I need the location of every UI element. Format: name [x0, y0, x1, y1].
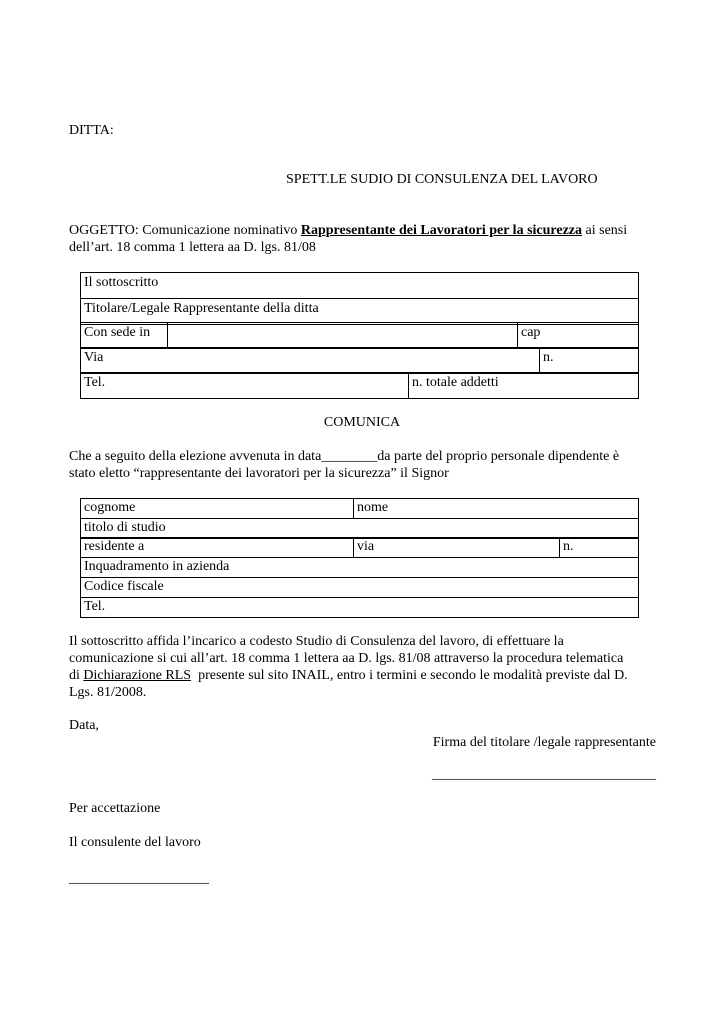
dichiarazione-rls-link[interactable]: Dichiarazione RLS: [83, 668, 192, 683]
mandate-line-3-suffix: presente sul sito INAIL, entro i termini e secondo le modalità previste dal D.: [191, 668, 628, 683]
row-inquadramento: [81, 558, 639, 578]
label-cognome: cognome: [81, 499, 354, 519]
row-titolare: [81, 299, 639, 325]
mandate-line-2: comunicazione si cui all’art. 18 comma 1 lettera aa D. lgs. 81/08 attraverso la procedura telematica: [69, 651, 624, 666]
rls-table-1: [80, 498, 639, 539]
subject-block: [69, 222, 659, 256]
mandate-line-1: Il sottoscritto affida l’incarico a codesto Studio di Consulenza del lavoro, di effettuare la: [69, 634, 564, 649]
data-label: Data,: [69, 718, 99, 733]
rls-table-2: [80, 537, 639, 558]
label-titolo: titolo di studio: [81, 519, 639, 539]
mandate-block: [69, 633, 659, 701]
company-table: [80, 272, 639, 325]
election-block: [69, 448, 658, 482]
firma-label: Firma del titolare /legale rappresentante: [432, 735, 656, 750]
label-codice: Codice fiscale: [81, 578, 639, 598]
election-line-1: Che a seguito della elezione avvenuta in data________da parte del proprio personale dipendente è: [69, 449, 620, 464]
row-residente: [81, 538, 639, 558]
label-titolare: Titolare/Legale Rappresentante della ditta: [81, 299, 639, 325]
row-sottoscritto: [81, 273, 639, 299]
row-titolo: [81, 519, 639, 539]
label-sede: Con sede in: [81, 323, 168, 349]
row-tel-rls: [81, 598, 639, 618]
mandate-line-4: Lgs. 81/2008.: [69, 685, 147, 700]
label-inquadramento: Inquadramento in azienda: [81, 558, 639, 578]
label-tel-rls: Tel.: [81, 598, 639, 618]
subject-prefix: OGGETTO: Comunicazione nominativo: [69, 223, 301, 238]
company-table-tel: [80, 372, 639, 399]
company-table-sede: [80, 322, 639, 349]
comunica-heading: COMUNICA: [323, 415, 401, 430]
row-via: [81, 348, 639, 374]
row-cognome: [81, 499, 639, 519]
accettazione-label: Per accettazione: [69, 801, 161, 816]
row-tel: [81, 373, 639, 399]
label-tel: Tel.: [81, 373, 409, 399]
row-sede: [81, 323, 639, 349]
company-table-via: [80, 347, 639, 374]
mandate-line-3-prefix: di: [69, 668, 84, 683]
subject-emphasis: Rappresentante dei Lavoratori per la sicurezza: [300, 223, 583, 238]
firma-signature-line[interactable]: ________________________________: [432, 767, 656, 782]
row-codice: [81, 578, 639, 598]
consulente-signature-line[interactable]: ____________________: [69, 871, 209, 886]
label-sottoscritto: Il sottoscritto: [81, 273, 639, 299]
subject-line-2: dell’art. 18 comma 1 lettera aa D. lgs. 81/08: [69, 240, 316, 255]
mandate-line-3: [69, 667, 659, 684]
recipient-address: SPETT.LE SUDIO DI CONSULENZA DEL LAVORO: [286, 172, 598, 187]
label-residente: residente a: [81, 538, 354, 558]
consulente-label: Il consulente del lavoro: [69, 835, 201, 850]
ditta-label: DITTA:: [69, 123, 114, 138]
label-cap: cap: [518, 323, 639, 349]
label-nome: nome: [354, 499, 639, 519]
rls-table-3: [80, 557, 639, 618]
subject-line-1: [69, 222, 659, 239]
label-via-rls: via: [354, 538, 560, 558]
label-addetti: n. totale addetti: [409, 373, 639, 399]
election-line-2: stato eletto “rappresentante dei lavoratori per la sicurezza” il Signor: [69, 466, 449, 481]
label-n: n.: [540, 348, 639, 374]
label-n-rls: n.: [560, 538, 639, 558]
subject-suffix: ai sensi: [582, 223, 628, 238]
field-sede[interactable]: [168, 323, 518, 349]
label-via: Via: [81, 348, 540, 374]
